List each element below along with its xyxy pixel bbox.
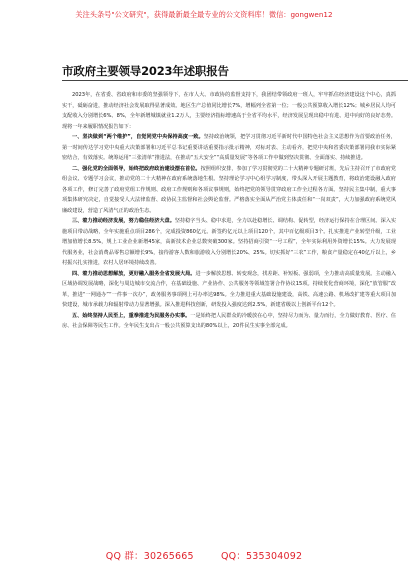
footer-qq-group: QQ 群：30265665	[105, 551, 194, 562]
section-heading-5: 五、始终坚持人民至上，重拳推进为民服务办实事。	[72, 312, 191, 319]
header-banner	[0, 0, 408, 28]
section-paragraph-4	[62, 269, 396, 311]
section-heading-4: 四、着力推动思想解放，更好融入服务全省发展大局。	[72, 270, 196, 277]
document-body	[62, 90, 396, 530]
section-text-4: 进一步解放思想、转变观念，找差距、补短板、强弱项，全力推动高质量发展。主动融入区域协调发展战略，深化与周边城市交流合作，在基础设施、产业协作、公共服务等领域签署合作协议15项。持续优化营商环境，深化“放管服”改革，推进“一网通办”“一件事一次办”，政务服务事项网上可办率达98%。全力推进重大基础设施建设，高铁、高速公路、机场改扩建等重大项目加快建设，城市承载力和辐射带动力显著增强。深入推进科技创新，研发投入强度达到2.5%，新建省级以上创新平台12个。	[62, 270, 396, 308]
section-paragraph-5	[62, 311, 396, 332]
section-heading-2: 二、强化党的全面领导，始终把政府政治建设摆在首位。	[72, 165, 201, 172]
intro-paragraph: 2023年，在省委、省政府和市委的坚强领导下，在市人大、市政协的监督支持下，我团结带领政府一班人，牢牢抓住经济建设这个中心，真抓实干，砥砺奋进，推动经济社会发展取得显著成效。地区生产总值同比增长7%，增幅列全省第一位；一般公共预算收入增长12%；城乡居民人均可支配收入分别增长6%、8%，全年新增城镇就业1.2万人，主要经济指标增速高于全省平均水平，经济发展呈现出稳中有进、进中向好的良好态势。现将一年来履职情况报告如下：	[62, 92, 396, 130]
title-divider	[62, 80, 408, 81]
section-paragraph-2	[62, 164, 396, 217]
section-text-5: 一是始终把人民群众的冷暖放在心中，坚持尽力而为、量力而行，全力做好教育、医疗、住房、社会保障等民生工作。全年民生支出占一般公共预算支出的80%以上，20件民生实事全部完成。	[62, 312, 396, 329]
banner-text: 关注头条号"公文研究"，获得最新最全最专业的公文资料库！微信：gongwen12	[75, 10, 333, 19]
section-text-3: 坚持稳字当头、稳中求进，全力以赴稳增长、调结构、促转型，经济运行保持在合理区间。深入实施项目带动战略，全年实施重点项目286个，完成投资860亿元。新签约亿元以上项目120个，其中百亿级项目3个。扎实推进产业转型升级，工业增加值增长8.5%，规上工业企业新增45家，高新技术企业总数突破300家。坚持招商引资“一号工程”，全年实际利用外资增长15%。大力发展现代服务业，社会消费品零售总额增长9%，接待游客人数和旅游收入分别增长20%、25%。切实抓好“三农”工作，粮食产量稳定在40亿斤以上，乡村振兴扎实推进，农村人居环境持续改善。	[62, 218, 396, 266]
footer-contact	[0, 548, 408, 568]
section-heading-1: 一、坚决做到“两个维护”，自觉同党中央保持高度一致。	[72, 134, 204, 140]
section-paragraph-3	[62, 216, 396, 269]
section-text-2: 按照组织安排，参加了学习贯彻党的二十大精神专题研讨班，先后主持召开了市政府党组会议、专题学习会议，推动党的二十大精神在政府系统落地生根。坚持理论学习中心组学习制度，带头深入开展主题教育，将政治建设融入政府各项工作，修订完善了政府党组工作规则、政府工作规则和各项议事规则，始终把党的领导贯穿政府工作全过程各方面。坚持民主集中制，重大事项集体研究决定，自觉接受人大法律监督、政协民主监督和社会舆论监督。严格落实全面从严治党主体责任和“一岗双责”，大力加强政府系统党风廉政建设，营造了风清气正的政治生态。	[62, 165, 396, 214]
section-text-1: 坚持政治统领，把学习贯彻习近平新时代中国特色社会主义思想作为首要政治任务，第一时间传达学习党中央重大决策部署和习近平总书记重要讲话重要指示批示精神，对标对表、主动看齐，把党中央和省委决策部署同我市实际紧密结合，有效落实。统筹运用“三张清单”推进法，在推动“五大安全”“高质量发展”等各项工作中做到坚决贯彻、全面落实、持续推进。	[62, 134, 396, 161]
section-heading-3: 三、着力推动经济发展，努力稳住经济大盘。	[72, 218, 175, 224]
document-title: 市政府主要领导2023年述职报告	[62, 64, 229, 78]
footer-qq-number: QQ：535304092	[220, 551, 303, 562]
section-paragraph-1	[62, 132, 396, 164]
